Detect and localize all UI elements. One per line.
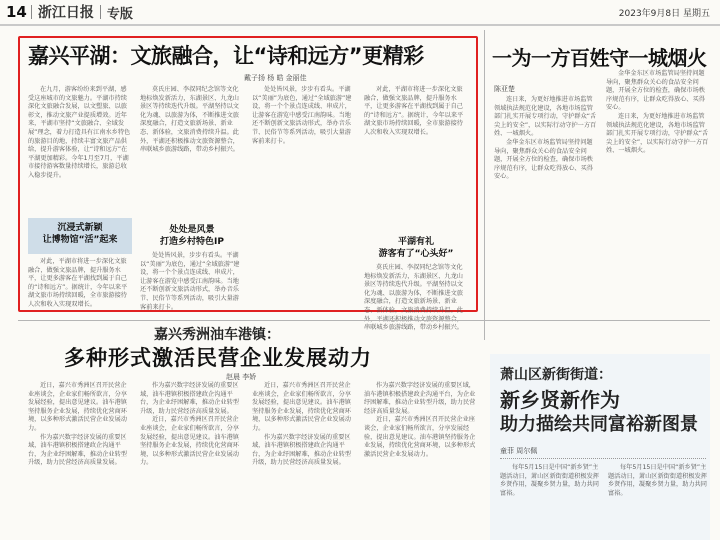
article3-col2 xyxy=(140,382,244,538)
article3-col1-more: 作为嘉兴数字经济发展的重要区域，油车港镇积极搭建政企沟通平台，为企业纾困解难，推动企业转型升级，助力民营经济高质量发展。 xyxy=(28,433,127,467)
article3-col3-text: 近日，嘉兴市秀洲区召开民营企业座谈会，企业家们畅所欲言，分享发展经验，提出意见建议。油车港镇坚持服务企业发展，持续优化营商环境，以多种形式激活民营企业发展动力。 xyxy=(252,382,351,432)
article3-col3-more: 作为嘉兴数字经济发展的重要区域，油车港镇积极搭建政企沟通平台，为企业纾困解难，推动企业转型升级，助力民营经济高质量发展。 xyxy=(252,433,351,467)
article1-col2-text: 莫氏庄园、李叔同纪念馆等文化地标焕发新活力，东湖景区、九龙山景区等持续迭代升级。平湖坚持以文化为魂、以旅游为体，不断推进文旅深度融合，打造文旅新场景、新业态、新体验，文旅消费持续升温。此外，平湖还积极推动文旅资源整合，串联城乡旅游线路，带动乡村振兴。 xyxy=(140,86,239,154)
article1-col3 xyxy=(252,86,356,306)
article3-col3 xyxy=(252,382,356,538)
article1-col4 xyxy=(364,86,468,228)
article2-col2-more: 连日来，为更好地推进市场监管领域执法规范化建设，各地市场监管部门扎实开展专项行动，守护群众“舌尖上的安全”，以实际行动守护一方百姓、一城烟火。 xyxy=(606,112,709,155)
article2-col2 xyxy=(606,70,710,336)
article2-title: 一为一方百姓守一城烟火 xyxy=(492,46,707,70)
article3-byline: 赵晨 李娇 xyxy=(226,373,257,381)
article3-kicker: 嘉兴秀洲油车港镇： xyxy=(154,327,280,343)
article3-col4 xyxy=(364,382,478,538)
article2-col1-more: 金华金东区市场监管局坚持问题导向，聚焦群众关心的食品安全问题，开展全方位的检查，确保市场秩序规范有序，让群众吃得放心、买得安心。 xyxy=(494,138,593,181)
article1-col2b-text: 处处皆风景，步步有看头。平湖以“美丽”为底色，通过“全域旅游”建设，将一个个景点连成线、串成片，让游客在游览中感受江南韵味。当地还不断创新文旅活动形式，举办音乐节、民俗节等系列活动，吸引大量游客前来打卡。 xyxy=(140,252,240,311)
section-name: 专版 xyxy=(106,6,133,22)
paper-name: 浙江日报 xyxy=(37,5,94,21)
article1-col3-text: 处处皆风景，步步有看头。平湖以“美丽”为底色，通过“全域旅游”建设，将一个个景点连成线、串成片，让游客在游览中感受江南韵味。当地还不断创新文旅活动形式，举办音乐节、民俗节等系列活动，吸引大量游客前来打卡。 xyxy=(252,86,352,145)
article4-kicker: 萧山区新街街道： xyxy=(500,367,612,383)
article3-col1 xyxy=(28,382,132,538)
article1-col4b-text: 莫氏庄园、李叔同纪念馆等文化地标焕发新活力，东湖景区、九龙山景区等持续迭代升级。平湖坚持以文化为魂、以旅游为体，不断推进文旅深度融合，打造文旅新场景、新业态、新体验，文旅消费持续升温。此 串联城乡旅游线路，带动乡村振兴。 xyxy=(364,264,463,332)
article1-col2 xyxy=(140,86,244,220)
article1-byline: 戴子扬 杨 皓 金丽佳 xyxy=(244,74,307,82)
column-divider xyxy=(484,30,485,340)
article1-col2b xyxy=(140,252,244,311)
article1-col4-text: 对此，平湖市将进一步深化文旅融合，做强文旅品牌，提升服务水平，让更多游客在平湖找到属于自己的“诗和远方”。据统计，今年以来平湖文旅市场持续回暖，全市旅游接待人次和收入实现双增长。 xyxy=(364,86,464,136)
article3-col1-text: 近日，嘉兴市秀洲区召开民营企业座谈会，企业家们畅所欲言，分享发展经验，提出意见建议。油车港镇坚持服务企业发展，持续优化营商环境，以多种形式激活民营企业发展动力。 xyxy=(28,382,127,432)
masthead-separator xyxy=(31,5,32,19)
article4-col1-text: 每年5月15日是中国“新乡贤”主题活动日，萧山区新街街道积极发挥乡贤作用，凝聚乡贤力量，助力共同富裕。 xyxy=(500,464,599,497)
article1-subhead-1: 沉浸式新颖 让博物馆“活”起来 xyxy=(42,223,118,245)
issue-date: 2023年9月8日 星期五 xyxy=(618,8,710,19)
article2-byline: 陈亚楚 xyxy=(494,85,515,93)
article2-col1-text: 连日来，为更好地推进市场监管领域执法规范化建设，各地市场监管部门扎实开展专项行动，守护群众“舌尖上的安全”，以实际行动守护一方百姓、一城烟火。 xyxy=(494,96,597,138)
article1-subhead-3: 平湖有礼 游客有了“心头好” xyxy=(378,237,454,259)
article3-col2-more: 近日，嘉兴市秀洲区召开民营企业座谈会，企业家们畅所欲言，分享发展经验，提出意见建议。油车港镇坚持服务企业发展，持续优化营商环境，以多种形式激活民营企业发展动力。 xyxy=(140,416,239,467)
article2-col1 xyxy=(494,96,598,336)
article1-subhead-2: 处处是风景 打造乡村特色IP xyxy=(160,225,224,247)
article4-subtitle: 助力描绘共同富裕新图景 xyxy=(500,414,698,435)
article3-col4-more: 近日，嘉兴市秀洲区召开民营企业座谈会，企业家们畅所欲言，分享发展经验，提出意见建议。油车港镇坚持服务企业发展，持续优化营商环境，以多种形式激活民营企业发展动力。 xyxy=(364,416,476,458)
section-divider xyxy=(18,320,710,321)
article3-title: 多种形式激活民营企业发展动力 xyxy=(64,346,372,370)
article4-byline: 童菲 周尔佩 xyxy=(500,447,538,455)
masthead xyxy=(0,0,720,26)
article2-col2-text: 金华金东区市场监管局坚持问题导向，聚焦群众关心的食品安全问题，开展全方位的检查，确保市场秩序规范有序，让群众吃得放心、买得安心。 xyxy=(606,70,705,112)
article4-col2-text: 每年5月15日是中国“新乡贤”主题活动日，萧山区新街街道积极发挥乡贤作用，凝聚乡贤力量，助力共同富裕。 xyxy=(608,464,707,497)
article4-col1 xyxy=(500,464,600,538)
article4-title: 新乡贤新作为 xyxy=(500,388,620,412)
article3-col4-text: 作为嘉兴数字经济发展的重要区域，油车港镇积极搭建政企沟通平台，为企业纾困解难，推动企业转型升级，助力民营经济高质量发展。 xyxy=(364,382,476,415)
article1-col1b-text: 对此，平湖市将进一步深化文旅融合，做强文旅品牌，提升服务水平，让更多游客在平湖找到属于自己的“诗和远方”。据统计，今年以来平湖文旅市场持续回暖，全市旅游接待人次和收入实现双增长。 xyxy=(28,258,128,308)
article1-col1 xyxy=(28,86,132,216)
article4-col2 xyxy=(608,464,708,538)
page-number: 14 xyxy=(6,3,27,21)
masthead-separator xyxy=(100,5,101,19)
article1-col4b xyxy=(364,264,468,332)
article1-col1b xyxy=(28,258,132,306)
article1-col1-text: 在九月，游客纷纷来到平湖，感受这座城市的文旅魅力。平湖市持续深化文旅融合发展，以文塑旅、以旅彰文，推动文旅产业提质增效。近年来，平湖市坚持“文旅融合、全域发展”理念，着力打造具有江南水乡特色的旅游目的地，持续丰富文旅产品供给，提升游客体验，让“诗和远方”在平湖更加精彩。今年1月至7月，平湖市接待游客数量持续增长，旅游总收入稳步提升。 xyxy=(28,86,131,179)
article1-title: 嘉兴平湖：文旅融合，让“诗和远方”更精彩 xyxy=(28,44,424,68)
article3-col2-text: 作为嘉兴数字经济发展的重要区域，油车港镇积极搭建政企沟通平台，为企业纾困解难，推动企业转型升级，助力民营经济高质量发展。 xyxy=(140,382,239,415)
article4-dotted-rule xyxy=(500,458,706,459)
